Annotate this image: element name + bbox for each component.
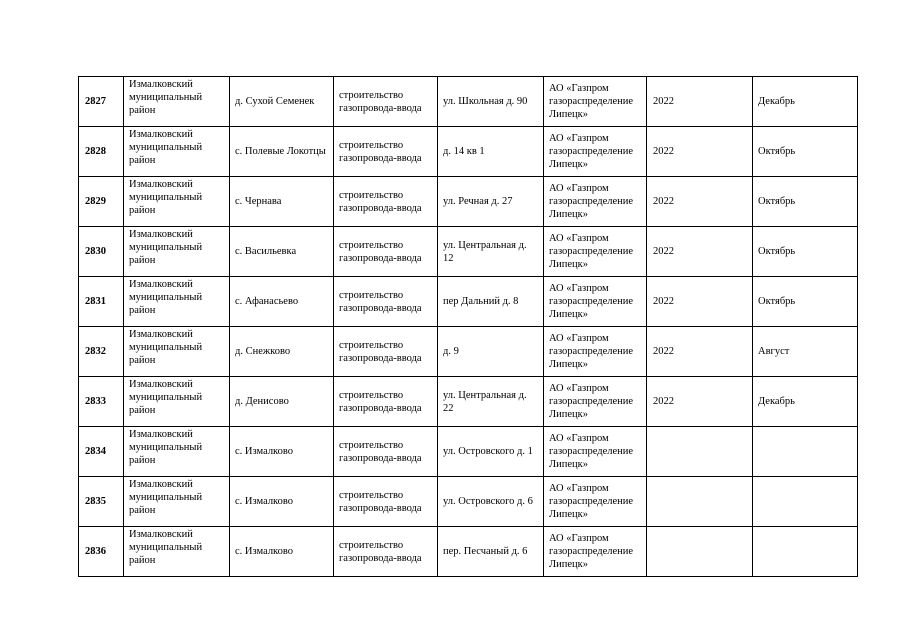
table-row xyxy=(79,427,858,477)
organization-cell: АО «Газпром газораспределение Липецк» xyxy=(544,427,647,477)
address-cell: д. 9 xyxy=(438,327,544,377)
year-cell: 2022 xyxy=(647,77,753,127)
organization-cell: АО «Газпром газораспределение Липецк» xyxy=(544,127,647,177)
year-cell xyxy=(647,427,753,477)
month-cell xyxy=(753,477,858,527)
month-cell xyxy=(753,527,858,577)
year-cell: 2022 xyxy=(647,127,753,177)
month-cell: Октябрь xyxy=(753,277,858,327)
district-cell: Измалковский муниципальный район xyxy=(124,127,230,177)
organization-cell: АО «Газпром газораспределение Липецк» xyxy=(544,527,647,577)
district-cell: Измалковский муниципальный район xyxy=(124,477,230,527)
organization-cell: АО «Газпром газораспределение Липецк» xyxy=(544,327,647,377)
work-type-cell: строительство газопровода-ввода xyxy=(334,127,438,177)
table-row xyxy=(79,477,858,527)
month-cell: Декабрь xyxy=(753,77,858,127)
year-cell: 2022 xyxy=(647,377,753,427)
row-number: 2829 xyxy=(79,177,124,227)
district-cell: Измалковский муниципальный район xyxy=(124,427,230,477)
district-cell: Измалковский муниципальный район xyxy=(124,377,230,427)
row-number: 2828 xyxy=(79,127,124,177)
organization-cell: АО «Газпром газораспределение Липецк» xyxy=(544,377,647,427)
table-row xyxy=(79,377,858,427)
work-type-cell: строительство газопровода-ввода xyxy=(334,527,438,577)
district-cell: Измалковский муниципальный район xyxy=(124,527,230,577)
gas-connection-table xyxy=(78,76,858,577)
address-cell: ул. Школьная д. 90 xyxy=(438,77,544,127)
settlement-cell: с. Васильевка xyxy=(230,227,334,277)
organization-cell: АО «Газпром газораспределение Липецк» xyxy=(544,77,647,127)
month-cell: Август xyxy=(753,327,858,377)
address-cell: пер. Песчаный д. 6 xyxy=(438,527,544,577)
settlement-cell: д. Сухой Семенек xyxy=(230,77,334,127)
table-body xyxy=(79,77,858,577)
row-number: 2835 xyxy=(79,477,124,527)
settlement-cell: с. Полевые Локотцы xyxy=(230,127,334,177)
district-cell: Измалковский муниципальный район xyxy=(124,177,230,227)
month-cell: Декабрь xyxy=(753,377,858,427)
district-cell: Измалковский муниципальный район xyxy=(124,227,230,277)
row-number: 2827 xyxy=(79,77,124,127)
row-number: 2836 xyxy=(79,527,124,577)
year-cell xyxy=(647,527,753,577)
settlement-cell: с. Чернава xyxy=(230,177,334,227)
address-cell: ул. Центральная д. 22 xyxy=(438,377,544,427)
settlement-cell: с. Измалково xyxy=(230,427,334,477)
table-row xyxy=(79,277,858,327)
table-row xyxy=(79,327,858,377)
settlement-cell: д. Денисово xyxy=(230,377,334,427)
work-type-cell: строительство газопровода-ввода xyxy=(334,277,438,327)
year-cell: 2022 xyxy=(647,227,753,277)
row-number: 2830 xyxy=(79,227,124,277)
year-cell: 2022 xyxy=(647,277,753,327)
organization-cell: АО «Газпром газораспределение Липецк» xyxy=(544,277,647,327)
work-type-cell: строительство газопровода-ввода xyxy=(334,377,438,427)
month-cell: Октябрь xyxy=(753,177,858,227)
organization-cell: АО «Газпром газораспределение Липецк» xyxy=(544,477,647,527)
settlement-cell: с. Измалково xyxy=(230,477,334,527)
month-cell: Октябрь xyxy=(753,227,858,277)
district-cell: Измалковский муниципальный район xyxy=(124,77,230,127)
row-number: 2833 xyxy=(79,377,124,427)
year-cell: 2022 xyxy=(647,177,753,227)
address-cell: пер Дальний д. 8 xyxy=(438,277,544,327)
address-cell: ул. Островского д. 6 xyxy=(438,477,544,527)
year-cell xyxy=(647,477,753,527)
work-type-cell: строительство газопровода-ввода xyxy=(334,477,438,527)
table-row xyxy=(79,77,858,127)
address-cell: ул. Островского д. 1 xyxy=(438,427,544,477)
organization-cell: АО «Газпром газораспределение Липецк» xyxy=(544,177,647,227)
address-cell: ул. Речная д. 27 xyxy=(438,177,544,227)
district-cell: Измалковский муниципальный район xyxy=(124,277,230,327)
month-cell xyxy=(753,427,858,477)
organization-cell: АО «Газпром газораспределение Липецк» xyxy=(544,227,647,277)
table-row xyxy=(79,527,858,577)
address-cell: д. 14 кв 1 xyxy=(438,127,544,177)
row-number: 2834 xyxy=(79,427,124,477)
district-cell: Измалковский муниципальный район xyxy=(124,327,230,377)
work-type-cell: строительство газопровода-ввода xyxy=(334,327,438,377)
settlement-cell: д. Снежково xyxy=(230,327,334,377)
month-cell: Октябрь xyxy=(753,127,858,177)
settlement-cell: с. Измалково xyxy=(230,527,334,577)
year-cell: 2022 xyxy=(647,327,753,377)
row-number: 2831 xyxy=(79,277,124,327)
work-type-cell: строительство газопровода-ввода xyxy=(334,227,438,277)
table-row xyxy=(79,177,858,227)
row-number: 2832 xyxy=(79,327,124,377)
work-type-cell: строительство газопровода-ввода xyxy=(334,427,438,477)
settlement-cell: с. Афанасьево xyxy=(230,277,334,327)
work-type-cell: строительство газопровода-ввода xyxy=(334,77,438,127)
address-cell: ул. Центральная д. 12 xyxy=(438,227,544,277)
table-row xyxy=(79,127,858,177)
work-type-cell: строительство газопровода-ввода xyxy=(334,177,438,227)
table-row xyxy=(79,227,858,277)
